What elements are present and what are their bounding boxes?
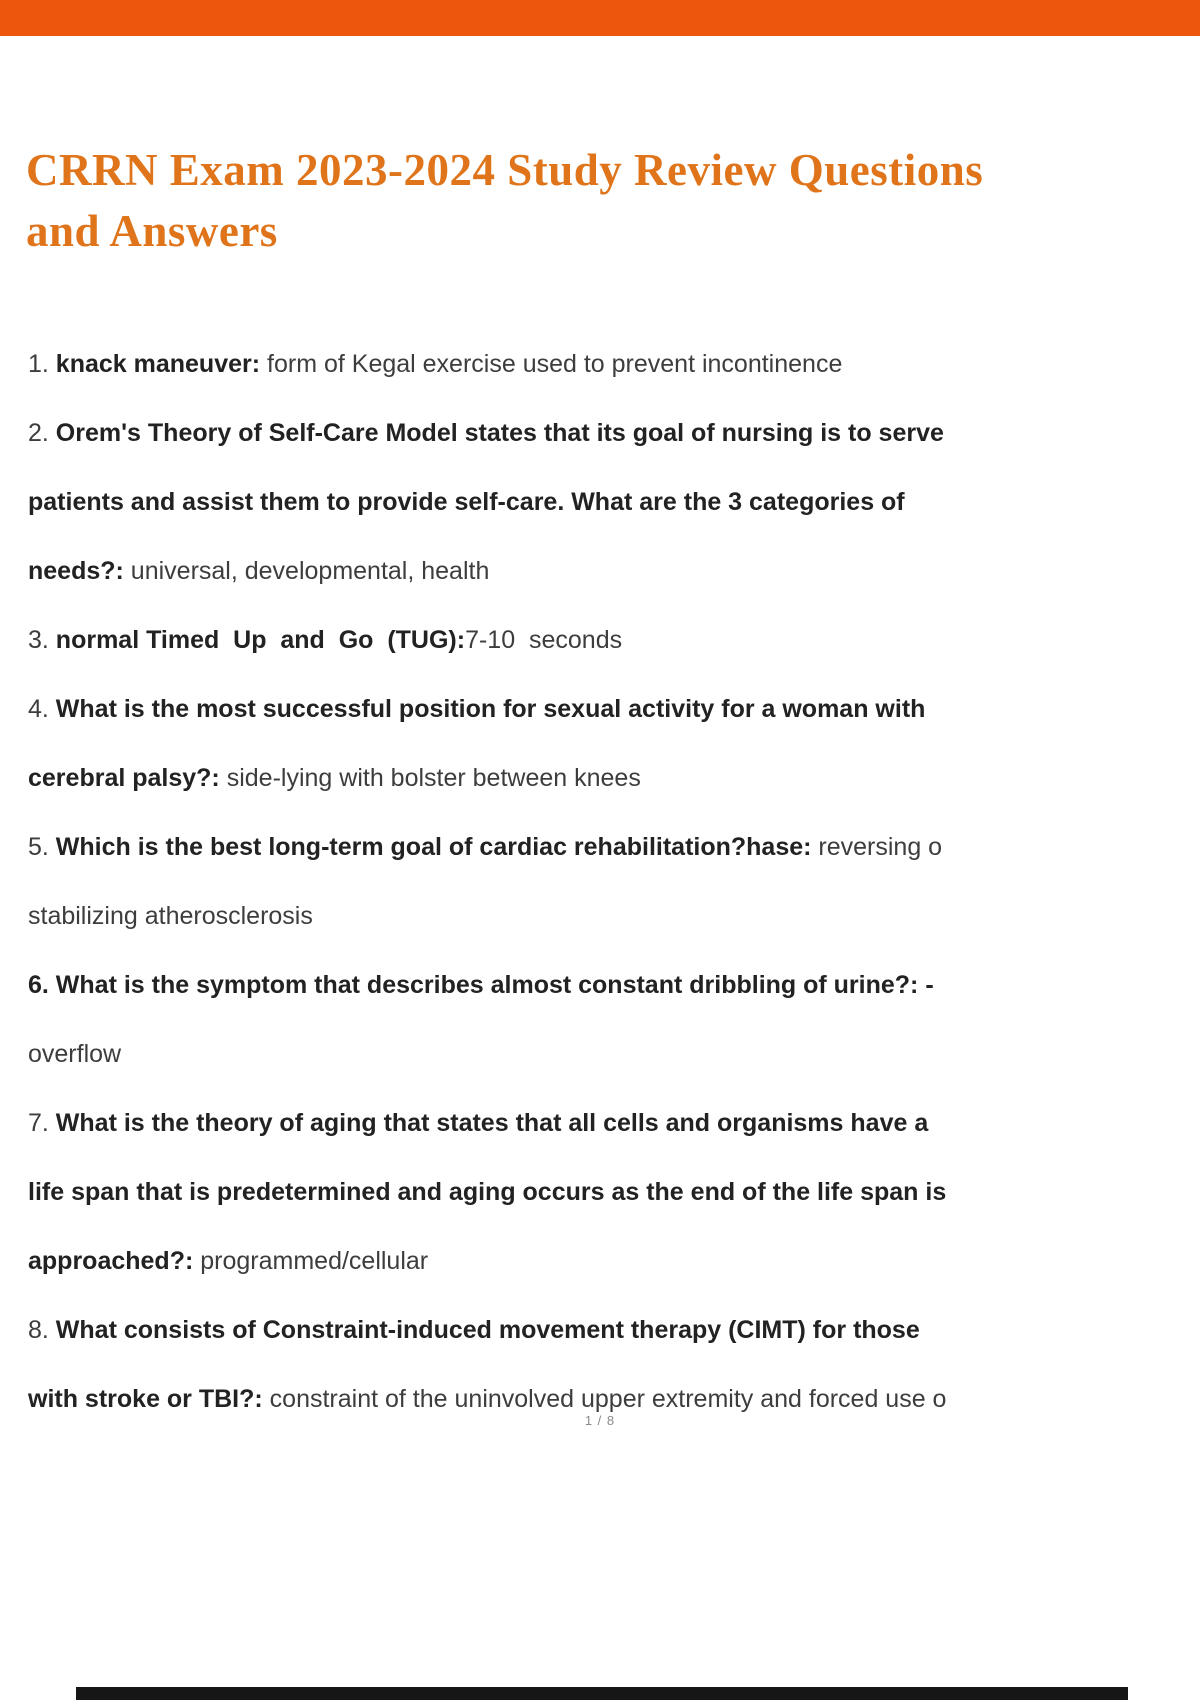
page-title-line: CRRN Exam 2023-2024 Study Review Questions — [26, 145, 984, 195]
page-indicator: 1 / 8 — [584, 1413, 616, 1428]
qa-answer-text: reversing o — [811, 833, 943, 861]
qa-answer-text: 5. — [28, 833, 56, 861]
qa-question-text: knack maneuver: — [55, 350, 261, 378]
qa-line — [28, 1089, 1200, 1158]
qa-question-text: approached?: — [28, 1247, 194, 1275]
qa-answer-text: 8. — [28, 1316, 56, 1344]
qa-question-text: life span that is predetermined and aging occurs as the end of the life span is — [28, 1178, 947, 1206]
qa-item — [28, 606, 1200, 675]
qa-line — [28, 537, 1200, 606]
bottom-dark-bar — [76, 1687, 1128, 1700]
qa-question-text: with stroke or TBI?: — [28, 1385, 263, 1413]
qa-item — [28, 399, 1200, 606]
qa-item — [28, 330, 1200, 399]
qa-question-text: 6. What is the symptom that describes almost constant dribbling of urine?: - — [28, 971, 934, 999]
qa-item — [28, 1089, 1200, 1296]
page-title — [26, 140, 1176, 262]
qa-line — [28, 951, 1200, 1020]
qa-line — [28, 744, 1200, 813]
qa-line — [28, 675, 1200, 744]
qa-line — [28, 813, 1200, 882]
qa-question-text: What is the theory of aging that states that all cells and organisms have a — [55, 1109, 929, 1137]
qa-question-text: needs?: — [28, 557, 124, 585]
qa-answer-text: programmed/cellular — [193, 1247, 429, 1275]
qa-line — [28, 330, 1200, 399]
qa-line — [28, 882, 1200, 951]
qa-question-text: What is the most successful position for sexual activity for a woman with — [55, 695, 926, 723]
qa-line — [28, 1227, 1200, 1296]
qa-answer-text: 4. — [28, 695, 56, 723]
qa-line — [28, 1020, 1200, 1089]
qa-item — [28, 813, 1200, 951]
qa-answer-text: 3. — [28, 626, 56, 654]
qa-answer-text: form of Kegal exercise used to prevent incontinence — [260, 350, 843, 378]
qa-question-text: Orem's Theory of Self-Care Model states that its goal of nursing is to serve — [55, 419, 944, 447]
qa-answer-text: 1. — [28, 350, 56, 378]
qa-list — [28, 330, 1200, 1434]
qa-question-text: patients and assist them to provide self-care. What are the 3 categories of — [28, 488, 905, 516]
qa-item — [28, 951, 1200, 1089]
qa-item — [28, 675, 1200, 813]
qa-answer-text: 2. — [28, 419, 56, 447]
qa-line — [28, 606, 1200, 675]
top-accent-bar — [0, 0, 1200, 36]
qa-line — [28, 1296, 1200, 1365]
qa-question-text: cerebral palsy?: — [28, 764, 220, 792]
qa-question-text: What consists of Constraint-induced movement therapy (CIMT) for those — [55, 1316, 920, 1344]
qa-answer-text: 7-10 seconds — [465, 626, 623, 654]
qa-line — [28, 468, 1200, 537]
qa-answer-text: 7. — [28, 1109, 56, 1137]
qa-answer-text: universal, developmental, health — [123, 557, 490, 585]
qa-line — [28, 1158, 1200, 1227]
qa-question-text: normal Timed Up and Go (TUG): — [55, 626, 466, 654]
qa-answer-text: overflow — [28, 1040, 122, 1068]
qa-answer-text: side-lying with bolster between knees — [219, 764, 641, 792]
qa-answer-text: stabilizing atherosclerosis — [28, 902, 313, 930]
page-title-line: and Answers — [26, 206, 278, 256]
qa-question-text: Which is the best long-term goal of cardiac rehabilitation?hase: — [55, 833, 812, 861]
qa-line — [28, 399, 1200, 468]
qa-answer-text: constraint of the uninvolved upper extremity and forced use o — [262, 1385, 947, 1413]
